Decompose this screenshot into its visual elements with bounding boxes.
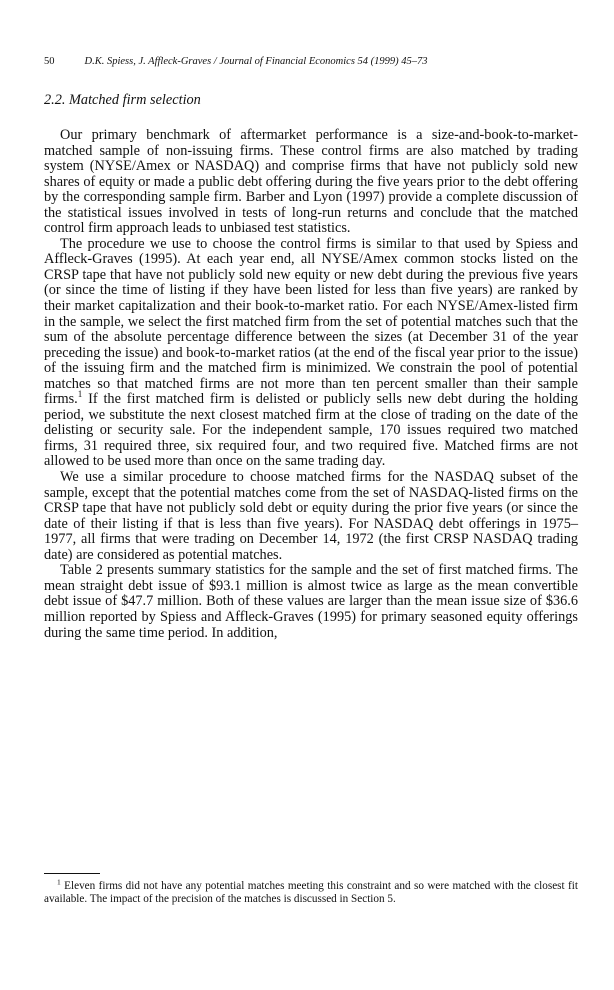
footnote <box>44 877 578 907</box>
running-head: D.K. Spiess, J. Affleck-Graves / Journal of Financial Economics 54 (1999) 45–73 <box>84 56 428 67</box>
footnote-marker: 1 <box>77 389 83 400</box>
running-header <box>44 56 584 67</box>
paragraph-text: The procedure we use to choose the control firms is similar to that used by Spiess and Affleck-Graves (1995). At each year end, all NYSE/Amex common stocks listed on the CRSP tape that have not publicly sold new equity or new debt during the previous five years (or since the time of listing if they have been listed for less than five years) are ranked by their market capitalization and their book-to-market ratio. For each NYSE/Amex-listed firm in the sample, we select the first matched firm from the set of potential matches such that the sum of the absolute percentage difference between the sizes (at December 31 of the year preceding the issue) and book-to-market ratios (at the end of the fiscal year prior to the issue) of the issuing firm and the matched firm is minimized. We constrain the pool of potential matches so that matched firms are not more than ten percent smaller than their sample firms. <box>44 235 578 408</box>
body-text <box>44 128 578 641</box>
page-number: 50 <box>44 56 55 67</box>
paragraph <box>44 237 578 470</box>
footnote-text: Eleven firms did not have any potential matches meeting this constraint and so were matched with the closest fit available. The impact of the precision of the matches is discussed in Section 5. <box>44 880 578 906</box>
paragraph: We use a similar procedure to choose matched firms for the NASDAQ subset of the sample, except that the potential matches come from the set of NASDAQ-listed firms on the CRSP tape that have not publicly sold debt or equity during the prior five years (or since the date of their listing if that is less than five years). For NASDAQ debt offerings in 1975–1977, all firms that were trading on December 14, 1972 (the first CRSP NASDAQ trading date) are considered as potential matches. <box>44 469 578 563</box>
paragraph: Table 2 presents summary statistics for the sample and the set of first matched firms. The mean straight debt issue of $93.1 million is almost twice as large as the mean convertible debt issue of $47.7 million. Both of these values are larger than the mean issue size of $36.6 million reported by Spiess and Affleck-Graves (1995) for primary seasoned equity offerings during the same time period. In addition, <box>44 562 578 641</box>
paragraph-text: If the first matched firm is delisted or publicly sells new debt during the holding period, we substitute the next closest matched firm at the close of trading on the date of the delisting or security sale. For the independent sample, 170 issues required two matched firms, 31 required three, six required four, and two required five. Matched firms are not allowed to be used more than once on the same trading day. <box>44 391 578 470</box>
paragraph: Our primary benchmark of aftermarket performance is a size-and-book-to-market-matched sample of non-issuing firms. These control firms are also matched by trading system (NYSE/Amex or NASDAQ) and comprise firms that have not publicly sold new shares of equity or made a public debt offering during the five years prior to the debt offering by the corresponding sample firm. Barber and Lyon (1997) provide a complete discussion of the statistical issues involved in tests of long-run returns and conclude that the matched control firm approach leads to unbiased test statistics. <box>44 127 578 237</box>
footnote-marker: 1 <box>57 877 61 887</box>
footnote-divider <box>44 873 100 874</box>
section-title: 2.2. Matched firm selection <box>44 92 201 108</box>
